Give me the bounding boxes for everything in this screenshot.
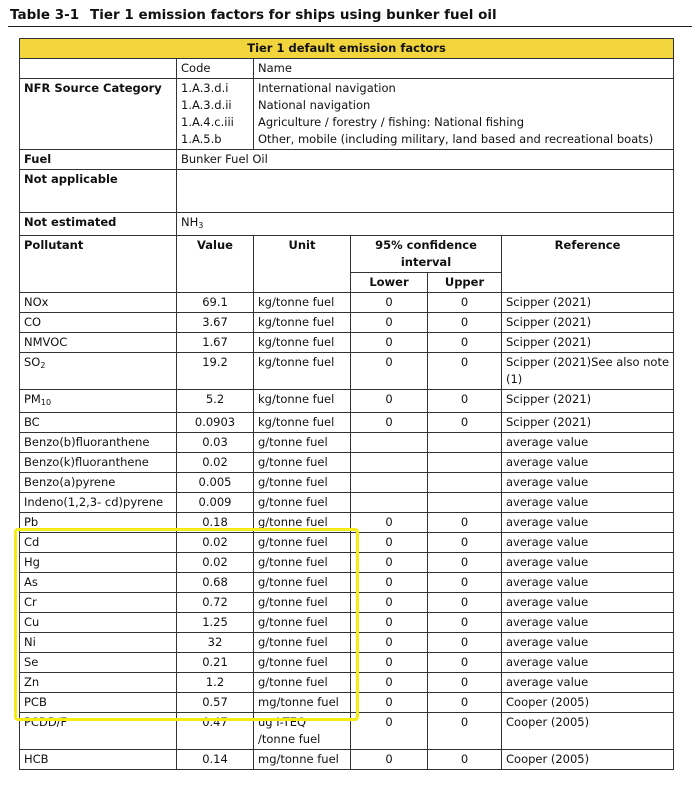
table-row xyxy=(20,333,674,353)
reference-cell: average value xyxy=(502,593,674,613)
table-row xyxy=(20,633,674,653)
upper-cell: 0 xyxy=(428,513,502,533)
table-row xyxy=(20,573,674,593)
nfr-name: Agriculture / forestry / fishing: National fishing xyxy=(258,115,525,129)
unit-cell: g/tonne fuel xyxy=(254,613,351,633)
lower-cell xyxy=(351,453,428,473)
value-cell: 5.2 xyxy=(177,390,254,413)
lower-cell: 0 xyxy=(351,673,428,693)
unit-cell: kg/tonne fuel xyxy=(254,353,351,390)
reference-cell: Cooper (2005) xyxy=(502,713,674,750)
table-row xyxy=(20,713,674,750)
unit-cell: g/tonne fuel xyxy=(254,633,351,653)
nfr-label: NFR Source Category xyxy=(20,79,177,150)
pollutant-cell: Cd xyxy=(20,533,177,553)
value-cell: 0.02 xyxy=(177,533,254,553)
upper-cell xyxy=(428,433,502,453)
value-cell: 0.18 xyxy=(177,513,254,533)
nfr-codes xyxy=(177,79,254,150)
reference-cell: average value xyxy=(502,533,674,553)
reference-cell: Scipper (2021)See also note (1) xyxy=(502,353,674,390)
table-row xyxy=(20,553,674,573)
code-name-header-row xyxy=(20,59,674,79)
table-title: Tier 1 emission factors for ships using bunker fuel oil xyxy=(90,7,497,23)
table-row xyxy=(20,613,674,633)
not-estimated-label: Not estimated xyxy=(20,213,177,236)
reference-column-header: Reference xyxy=(502,236,674,293)
value-cell: 19.2 xyxy=(177,353,254,390)
lower-cell: 0 xyxy=(351,293,428,313)
upper-cell: 0 xyxy=(428,653,502,673)
table-row xyxy=(20,413,674,433)
unit-cell: g/tonne fuel xyxy=(254,653,351,673)
unit-cell: mg/tonne fuel xyxy=(254,750,351,770)
value-cell: 69.1 xyxy=(177,293,254,313)
upper-cell: 0 xyxy=(428,313,502,333)
table-row xyxy=(20,750,674,770)
pollutant-cell: HCB xyxy=(20,750,177,770)
reference-cell: Scipper (2021) xyxy=(502,333,674,353)
reference-cell: average value xyxy=(502,453,674,473)
lower-cell: 0 xyxy=(351,593,428,613)
reference-cell: average value xyxy=(502,513,674,533)
upper-cell: 0 xyxy=(428,533,502,553)
upper-cell: 0 xyxy=(428,613,502,633)
unit-cell: kg/tonne fuel xyxy=(254,293,351,313)
lower-cell: 0 xyxy=(351,390,428,413)
unit-cell: kg/tonne fuel xyxy=(254,390,351,413)
reference-cell: Cooper (2005) xyxy=(502,693,674,713)
upper-cell: 0 xyxy=(428,353,502,390)
lower-cell: 0 xyxy=(351,573,428,593)
pollutant-cell: Zn xyxy=(20,673,177,693)
value-cell: 0.47 xyxy=(177,713,254,750)
code-label: Code xyxy=(177,59,254,79)
unit-cell: g/tonne fuel xyxy=(254,593,351,613)
reference-cell: average value xyxy=(502,493,674,513)
value-cell: 32 xyxy=(177,633,254,653)
pollutant-cell: Benzo(b)fluoranthene xyxy=(20,433,177,453)
table-row xyxy=(20,433,674,453)
reference-cell: Cooper (2005) xyxy=(502,750,674,770)
pollutant-cell: Pb xyxy=(20,513,177,533)
reference-cell: average value xyxy=(502,433,674,453)
upper-cell: 0 xyxy=(428,333,502,353)
lower-cell: 0 xyxy=(351,333,428,353)
upper-cell xyxy=(428,453,502,473)
upper-cell: 0 xyxy=(428,673,502,693)
table-caption xyxy=(8,2,692,27)
nfr-code: 1.A.3.d.i xyxy=(181,81,229,95)
reference-cell: Scipper (2021) xyxy=(502,293,674,313)
not-estimated-value: $NH_3$ xyxy=(177,213,674,236)
pollutant-column-header: Pollutant xyxy=(20,236,177,293)
lower-cell: 0 xyxy=(351,533,428,553)
pollutant-cell: Indeno(1,2,3- cd)pyrene xyxy=(20,493,177,513)
table-row xyxy=(20,390,674,413)
pollutant-cell: Benzo(k)fluoranthene xyxy=(20,453,177,473)
unit-cell: kg/tonne fuel xyxy=(254,413,351,433)
pollutant-cell: BC xyxy=(20,413,177,433)
pollutant-cell: PCB xyxy=(20,693,177,713)
unit-cell: g/tonne fuel xyxy=(254,473,351,493)
upper-cell: 0 xyxy=(428,633,502,653)
upper-cell xyxy=(428,493,502,513)
table-row xyxy=(20,313,674,333)
pollutant-cell: Hg xyxy=(20,553,177,573)
not-applicable-label: Not applicable xyxy=(20,170,177,213)
not-applicable-value xyxy=(177,170,674,213)
fuel-row xyxy=(20,150,674,170)
unit-cell: mg/tonne fuel xyxy=(254,693,351,713)
lower-cell: 0 xyxy=(351,553,428,573)
not-estimated-row xyxy=(20,213,674,236)
table-row xyxy=(20,453,674,473)
confidence-interval-header: 95% confidence interval xyxy=(351,236,502,273)
reference-cell: average value xyxy=(502,653,674,673)
lower-cell xyxy=(351,473,428,493)
pollutant-cell: Se xyxy=(20,653,177,673)
table-row xyxy=(20,693,674,713)
reference-cell: average value xyxy=(502,553,674,573)
unit-cell: g/tonne fuel xyxy=(254,553,351,573)
unit-cell: kg/tonne fuel xyxy=(254,313,351,333)
table-row xyxy=(20,473,674,493)
reference-cell: Scipper (2021) xyxy=(502,313,674,333)
table-number: Table 3-1 xyxy=(10,7,80,23)
lower-column-header: Lower xyxy=(351,273,428,293)
reference-cell: average value xyxy=(502,673,674,693)
upper-cell: 0 xyxy=(428,593,502,613)
nfr-code: 1.A.4.c.iii xyxy=(181,115,234,129)
lower-cell: 0 xyxy=(351,633,428,653)
value-cell: 0.72 xyxy=(177,593,254,613)
lower-cell: 0 xyxy=(351,313,428,333)
pollutant-cell: As xyxy=(20,573,177,593)
fuel-label: Fuel xyxy=(20,150,177,170)
value-cell: 0.02 xyxy=(177,553,254,573)
lower-cell: 0 xyxy=(351,653,428,673)
reference-cell: average value xyxy=(502,573,674,593)
lower-cell xyxy=(351,433,428,453)
table-row xyxy=(20,493,674,513)
value-cell: 1.25 xyxy=(177,613,254,633)
value-cell: 0.0903 xyxy=(177,413,254,433)
table-row xyxy=(20,673,674,693)
value-cell: 0.03 xyxy=(177,433,254,453)
table-row xyxy=(20,593,674,613)
table-row xyxy=(20,513,674,533)
lower-cell xyxy=(351,493,428,513)
nfr-name: National navigation xyxy=(258,98,371,112)
lower-cell: 0 xyxy=(351,693,428,713)
unit-cell: g/tonne fuel xyxy=(254,433,351,453)
unit-column-header: Unit xyxy=(254,236,351,293)
value-cell: 0.005 xyxy=(177,473,254,493)
value-cell: 1.67 xyxy=(177,333,254,353)
value-column-header: Value xyxy=(177,236,254,293)
unit-cell: g/tonne fuel xyxy=(254,573,351,593)
pollutant-cell: $SO_2$ xyxy=(20,353,177,390)
not-applicable-row xyxy=(20,170,674,213)
table-row xyxy=(20,653,674,673)
pollutant-cell: NOx xyxy=(20,293,177,313)
value-cell: 3.67 xyxy=(177,313,254,333)
lower-cell: 0 xyxy=(351,750,428,770)
upper-cell: 0 xyxy=(428,693,502,713)
value-cell: 0.21 xyxy=(177,653,254,673)
nfr-code: 1.A.5.b xyxy=(181,132,222,146)
value-cell: 1.2 xyxy=(177,673,254,693)
upper-cell: 0 xyxy=(428,750,502,770)
upper-cell: 0 xyxy=(428,713,502,750)
unit-cell: ug I-TEQ /tonne fuel xyxy=(254,713,351,750)
lower-cell: 0 xyxy=(351,613,428,633)
column-header-row-1 xyxy=(20,236,674,273)
pollutant-cell: $PM_{10}$ xyxy=(20,390,177,413)
pollutant-cell: Ni xyxy=(20,633,177,653)
upper-cell: 0 xyxy=(428,573,502,593)
upper-column-header: Upper xyxy=(428,273,502,293)
pollutant-cell: Benzo(a)pyrene xyxy=(20,473,177,493)
nfr-row xyxy=(20,79,674,150)
table-row xyxy=(20,293,674,313)
nfr-names xyxy=(254,79,674,150)
upper-cell: 0 xyxy=(428,553,502,573)
value-cell: 0.02 xyxy=(177,453,254,473)
table-row xyxy=(20,353,674,390)
tier-header: Tier 1 default emission factors xyxy=(20,39,674,59)
reference-cell: average value xyxy=(502,613,674,633)
pollutant-cell: Cu xyxy=(20,613,177,633)
upper-cell: 0 xyxy=(428,293,502,313)
unit-cell: g/tonne fuel xyxy=(254,673,351,693)
upper-cell xyxy=(428,473,502,493)
nfr-name: International navigation xyxy=(258,81,396,95)
unit-cell: g/tonne fuel xyxy=(254,493,351,513)
value-cell: 0.68 xyxy=(177,573,254,593)
tier-header-row xyxy=(20,39,674,59)
table-row xyxy=(20,533,674,553)
upper-cell: 0 xyxy=(428,390,502,413)
lower-cell: 0 xyxy=(351,713,428,750)
emission-factors-table xyxy=(19,38,674,770)
unit-cell: g/tonne fuel xyxy=(254,513,351,533)
reference-cell: average value xyxy=(502,473,674,493)
value-cell: 0.009 xyxy=(177,493,254,513)
reference-cell: Scipper (2021) xyxy=(502,390,674,413)
lower-cell: 0 xyxy=(351,413,428,433)
pollutant-cell: Cr xyxy=(20,593,177,613)
unit-cell: g/tonne fuel xyxy=(254,453,351,473)
fuel-value: Bunker Fuel Oil xyxy=(177,150,674,170)
unit-cell: kg/tonne fuel xyxy=(254,333,351,353)
lower-cell: 0 xyxy=(351,353,428,390)
nfr-code: 1.A.3.d.ii xyxy=(181,98,232,112)
unit-cell: g/tonne fuel xyxy=(254,533,351,553)
value-cell: 0.14 xyxy=(177,750,254,770)
name-label: Name xyxy=(254,59,674,79)
pollutant-cell: NMVOC xyxy=(20,333,177,353)
nfr-name: Other, mobile (including military, land based and recreational boats) xyxy=(258,132,654,146)
value-cell: 0.57 xyxy=(177,693,254,713)
reference-cell: average value xyxy=(502,633,674,653)
lower-cell: 0 xyxy=(351,513,428,533)
pollutant-cell: CO xyxy=(20,313,177,333)
upper-cell: 0 xyxy=(428,413,502,433)
reference-cell: Scipper (2021) xyxy=(502,413,674,433)
pollutant-cell: PCDD/F xyxy=(20,713,177,750)
